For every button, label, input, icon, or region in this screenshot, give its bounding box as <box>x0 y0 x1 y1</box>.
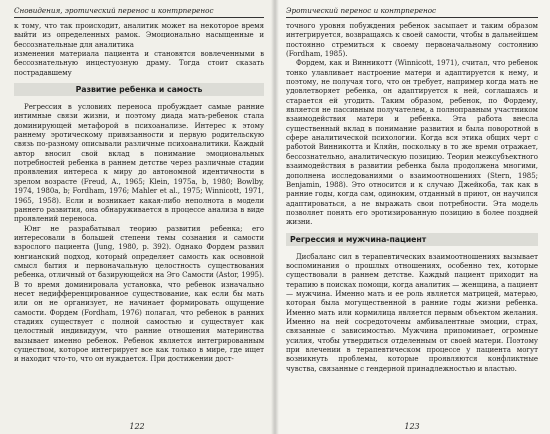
page-number-left: 122 <box>129 422 145 431</box>
left-intro-paragraph-2: изменения материала пациента и становятся вовлеченными в бессознательную инцестуозную драму. Тогда стоит сказать пострадавшему <box>14 49 264 77</box>
left-intro-paragraph-1: к тому, что так происходит, аналитик может на некоторое время выйти из определенных рамок. Эмоционально насыщенные и бессознательные для аналитика <box>14 21 264 49</box>
page-number-right: 123 <box>404 422 420 431</box>
right-paragraph-1: точного уровня побуждения ребенок засыпает и таким образом интегрируется, возвращаясь к своей самости, чтобы в дальнейшем постоянно стремиться к своему первоначальному состоянию (Fordham, 1985). <box>286 21 538 59</box>
left-paragraph-1: Регрессия в условиях переноса пробуждает самые ранние интимные связи жизни, и поэтому диада мать-ребенок стала доминирующей метафорой в психоанализе. Интерес к этому раннему эротическому привязанности и первую родительскую связь по-разному описывали различные психоаналитики. Каждый автор вносил свой вклад в понимание эмоциональных потребностей ребенка в раннем детстве через различные стадии проявления интереса к миру до автономной идентичности в зрелом возрасте (Freud, A., 1965; Klein, 1975a, b, 1980; Bowlby, 1974, 1980a, b; Fordham, 1976; Mahler et al., 1975; Winnicott, 1971, 1965, 1958). Если и возникает какая-либо неполнота в модели раннего развития, она обнаруживается в процессе анализа в виде проявлений переноса. <box>14 102 264 224</box>
left-page <box>0 0 274 434</box>
right-paragraph-3: Дисбаланс сил в терапевтических взаимоотношениях вызывает воспоминания о прошлых отношениях, особенно тех, которые существовали в раннем детстве. Каждый пациент приходит на терапию в поисках помощи, когда аналитик — женщина, а пациент — мужчина. Именно мать и ее роль является матрицей, матерью, которая была могущественной в ранние годы жизни ребенка. Именно мать или кормилица является первым объектом желания. Именно на ней сосредоточены амбивалентные эмоции, страх, связанные с зависимостью. Мужчина припоминает, огромные усилия, чтобы утвердиться отделенным от своей матери. Поэтому при влечении в терапевтическом процессе у пациента могут возникнуть проблемы, которые проявляются конфликтные чувства, связанные с гендерной принадлежностью и властью. <box>286 251 538 373</box>
right-page <box>274 0 550 434</box>
section-title-regression: Регрессия и мужчина-пациент <box>286 233 538 246</box>
book-gutter-shadow <box>271 0 279 434</box>
left-body <box>14 21 264 364</box>
right-body <box>286 21 538 373</box>
running-header-left: Сновидения, эротический перенос и контрперенос <box>14 6 264 18</box>
running-header-right: Эротический перенос и контрперенос <box>286 6 538 18</box>
right-paragraph-2: Фордем, как и Винникотт (Winnicott, 1971), считал, что ребенок тонко улавливает настроение матери и адаптируется к нему, и поэтому, не получая того, что он требует, например когда мать не удовлетворяет ребенка, он адаптируется к ней, соглашаясь и старается ей угодить. Таким образом, ребенок, по Фордему, является не пассивным получателем, а полноправным участником взаимодействия матери и ребенка. Эта работа внесла существенный вклад в понимание развития и была поворотной в сфере аналитической психологии. Когда вся этика общих черт с работой Винникотта и Кляйн, поскольку в то же время отражает, бессознательно, аналитическую позицию. Теория межсубъектного взаимодействия в развитии ребенка была продолжена многими, дополнена исследованиями о взаимоотношениях (Stern, 1985; Benjamin, 1988). Это относится и к случаю Джейкоба, так как в ранние годы, когда сам, одиноким, отданный в приют, он научился адаптироваться, а не выражать свои потребности. Эта модель позволяет понять его эротизированную позицию в более поздней жизни. <box>286 58 538 227</box>
left-paragraph-2: Юнг не разрабатывал теорию развития ребенка; его интересовали в большей степени темы сознания и самости взрослого пациента (Jung, 1980, p. 392). Однако Фордем развил юнгианский подход, который определяет самость как основной смысл бытия и первоначальную целостность существования ребенка, отличный от базирующейся на Эго Самости (Astor, 1995). В то время доминировала установка, что ребенок изначально несет недифференцированное существование, как если бы мать или он не организует, не начинает формировать ощущение самости. Фордем (Fordham, 1976) полагал, что ребенок в ранних стадиях существует с полной самостью и существует как целостный индивидуум, что ранние отношения материнства вызывает именно ребенок. Ребенок является интегрированным существом, которое интегрирует все как только в мире, где ищет и находит что-то, что он нуждается. При достижении дост- <box>14 223 264 364</box>
section-title-child-development: Развитие ребенка и самость <box>14 83 264 96</box>
